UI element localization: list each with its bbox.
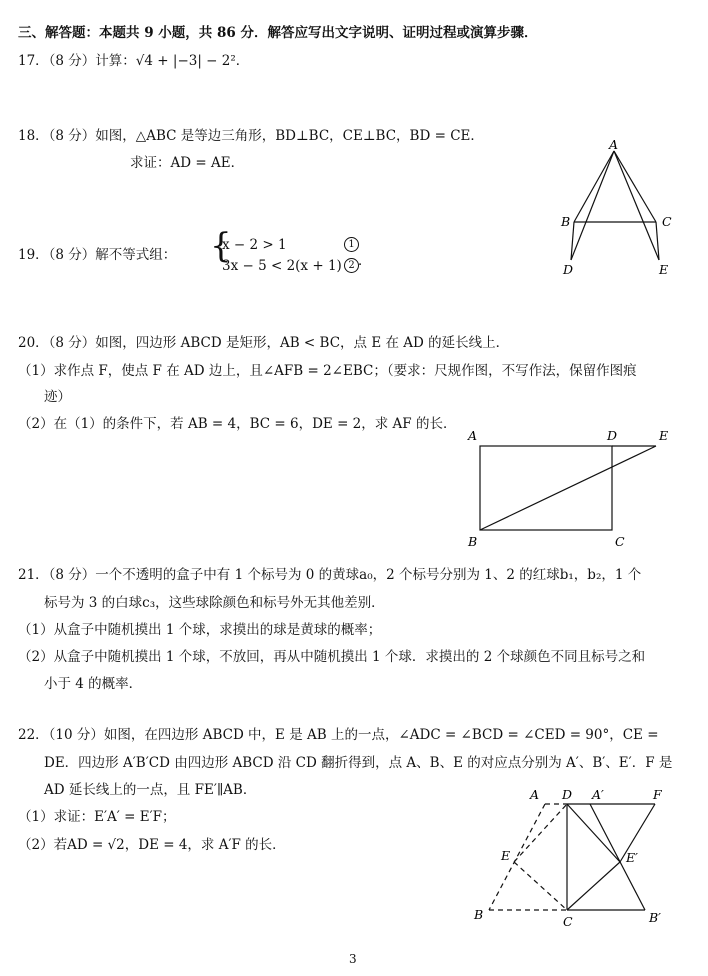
q20-label-a: A [468, 428, 478, 443]
q19-suffix: ． [358, 253, 372, 269]
q22-segment-ce2 [567, 862, 620, 910]
q20-figure [480, 446, 656, 530]
q22-line5: （2）若AD = √2，DE = 4，求 A′F 的长． [18, 837, 286, 853]
q21-line1: 21．（8 分）一个不透明的盒子中有 1 个标号为 0 的黄球a₀，2 个标号分别为 1、2 的红球b₁，b₂，1 个 [18, 567, 642, 583]
q22-label-e: E [501, 848, 511, 863]
q22-label-f: F [653, 787, 662, 802]
q20-label-d: D [607, 428, 618, 443]
q22-label-a: A [530, 787, 540, 802]
q22-line4: （1）求证：E′A′ = E′F； [18, 809, 176, 825]
q18-line1: 18．（8 分）如图，△ABC 是等边三角形，BD⊥BC，CE⊥BC，BD = CE． [18, 128, 484, 144]
q18-segment-ae [614, 151, 659, 260]
q18-label-d: D [563, 262, 574, 277]
q19-prefix: 19．（8 分）解不等式组： [18, 247, 177, 263]
q22-segment-de2 [567, 804, 620, 862]
q20-line2: （1）求作点 F，使点 F 在 AD 边上，且∠AFB = 2∠EBC；（要求：尺规作图，不写作法，保留作图痕 [18, 363, 637, 379]
q19-brace: { [210, 226, 232, 266]
q18-line2: 求证：AD = AE． [130, 155, 245, 171]
q19-mark-1: 1 [344, 237, 359, 252]
q19-mark-2: 2 [344, 258, 359, 273]
q22-label-b: B [474, 907, 484, 922]
q20-line1: 20．（8 分）如图，四边形 ABCD 是矩形，AB < BC，点 E 在 AD 的延长线上． [18, 335, 510, 351]
q22-line1: 22．（10 分）如图，在四边形 ABCD 中，E 是 AB 上的一点，∠ADC = ∠BCD = ∠CED = 90°，CE = [18, 727, 659, 743]
q20-label-b: B [468, 534, 478, 549]
q22-label-c: C [563, 914, 573, 929]
q18-label-a: A [609, 137, 619, 152]
q22-line3: AD 延长线上的一点，且 FE′∥AB． [44, 782, 257, 798]
q20-line4: （2）在（1）的条件下，若 AB = 4，BC = 6，DE = 2，求 AF 的长． [18, 416, 457, 432]
q21-line2: 标号为 3 的白球c₃，这些球除颜色和标号外无其他差别． [44, 595, 385, 611]
q18-figure [571, 151, 659, 260]
q18-label-e: E [659, 262, 669, 277]
q20-line3: 迹） [44, 389, 71, 405]
q18-label-c: C [662, 214, 672, 229]
q21-line4: （2）从盒子中随机摸出 1 个球，不放回，再从中随机摸出 1 个球．求摸出的 2 个球颜色不同且标号之和 [18, 649, 646, 665]
q22-label-e-prime: E′ [626, 850, 638, 865]
page-number: 3 [349, 952, 357, 966]
q22-segment-ec-dashed [514, 862, 567, 910]
section-header: 三、解答题：本题共 9 小题，共 86 分．解答应写出文字说明、证明过程或演算步骤． [18, 25, 538, 41]
q22-label-b-prime: B′ [649, 910, 662, 925]
q21-line5: 小于 4 的概率． [44, 676, 143, 692]
q20-rectangle-abcd [480, 446, 612, 530]
q21-line3: （1）从盒子中随机摸出 1 个球，求摸出的球是黄球的概率； [18, 622, 382, 638]
q18-segment-ab [574, 151, 614, 222]
q20-label-e: E [659, 428, 669, 443]
q22-label-d: D [562, 787, 573, 802]
q20-segment-be [480, 446, 656, 530]
q17-text: 17．（8 分）计算：√4 + |−3| − 2²． [18, 53, 250, 69]
q22-line2: DE．四边形 A′B′CD 由四边形 ABCD 沿 CD 翻折得到，点 A、B、E 的对应点分别为 A′、B′、E′．F 是 [44, 755, 673, 771]
q18-segment-ad [571, 151, 614, 260]
q20-label-c: C [615, 534, 625, 549]
q18-label-b: B [561, 214, 571, 229]
q19-inequality-1: x − 2 > 1 [222, 237, 287, 253]
q18-segment-ac [614, 151, 656, 222]
q22-label-a-prime: A′ [592, 787, 604, 802]
q19-inequality-2: 3x − 5 < 2(x + 1) [222, 258, 342, 274]
q22-segment-ab-dashed [489, 804, 545, 910]
